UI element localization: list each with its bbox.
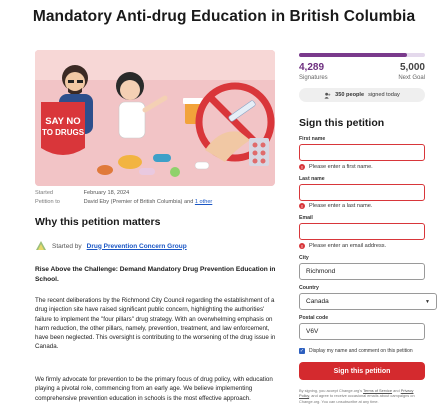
city-field-wrapper xyxy=(299,263,425,280)
fine-print-part-a: By signing, you accept Change.org's xyxy=(299,388,363,393)
page-title: Mandatory Anti-drug Education in British Columbia xyxy=(32,8,416,25)
last-name-label: Last name xyxy=(299,176,325,182)
country-value: Canada xyxy=(306,298,329,305)
sign-text-line1: SAY NO xyxy=(45,116,81,127)
anti-drug-illustration xyxy=(35,50,275,186)
petition-to-value: David Eby (Premier of British Columbia) and xyxy=(83,199,194,205)
sign-text-line2: TO DRUGS xyxy=(41,128,85,137)
email-field-wrapper xyxy=(299,223,425,240)
error-icon: ! xyxy=(299,164,305,170)
chevron-down-icon: ▼ xyxy=(425,298,430,305)
sign-petition-heading: Sign this petition xyxy=(299,117,385,129)
why-petition-matters-heading: Why this petition matters xyxy=(35,216,161,228)
display-name-checkbox-label: Display my name and comment on this petition xyxy=(309,348,413,354)
email-label: Email xyxy=(299,215,313,221)
first-name-error xyxy=(299,164,373,170)
last-name-field-wrapper xyxy=(299,184,425,201)
terms-of-service-link[interactable]: Terms of Service xyxy=(363,388,393,393)
signed-today-count: 350 people xyxy=(335,92,365,98)
privacy-policy-link[interactable]: Privacy Policy xyxy=(299,388,414,399)
petition-to-row xyxy=(35,199,212,205)
city-label: City xyxy=(299,255,309,261)
display-name-checkbox-row[interactable] xyxy=(299,348,413,354)
country-label: Country xyxy=(299,285,319,291)
signature-progress-bar xyxy=(299,53,425,57)
signature-progress-fill xyxy=(299,53,407,57)
last-name-error-text: Please enter a last name. xyxy=(309,203,373,209)
fine-print xyxy=(299,388,425,404)
petition-to-label: Petition to xyxy=(35,199,60,205)
next-goal-label: Next Goal xyxy=(398,75,425,81)
error-icon: ! xyxy=(299,203,305,209)
people-icon xyxy=(324,92,331,99)
city-input[interactable] xyxy=(300,264,424,279)
first-name-field-wrapper xyxy=(299,144,425,161)
fine-print-part-c: , and agree to receive occasional emails about campaigns on Change.org. You can unsubscribe at any time. xyxy=(299,393,415,404)
petition-subheading: Rise Above the Challenge: Demand Mandatory Drug Prevention Education in School. xyxy=(35,266,276,283)
email-error-text: Please enter an email address. xyxy=(309,243,387,249)
error-icon: ! xyxy=(299,243,305,249)
goal-count: 5,000 xyxy=(399,62,425,73)
starter-group-link[interactable]: Drug Prevention Concern Group xyxy=(86,242,187,250)
email-input[interactable] xyxy=(300,224,424,239)
postal-code-field-wrapper xyxy=(299,323,425,340)
email-error xyxy=(299,243,386,249)
started-by-row xyxy=(35,240,187,252)
postal-code-label: Postal code xyxy=(299,315,329,321)
petition-paragraph-2: We firmly advocate for prevention to be the primary focus of drug policy, with education playing a pivotal role, commencing from an early age. We believe implementing comprehensive prevention education in schools is the most effective approach. xyxy=(35,376,273,402)
display-name-checkbox[interactable]: ✓ xyxy=(299,348,305,354)
signatures-label: Signatures xyxy=(299,75,328,81)
signature-count: 4,289 xyxy=(299,62,325,73)
other-decision-makers-link[interactable]: 1 other xyxy=(194,199,213,205)
first-name-label: First name xyxy=(299,136,326,142)
last-name-input[interactable] xyxy=(300,185,424,200)
signed-today-suffix: signed today xyxy=(368,92,400,98)
first-name-error-text: Please enter a first name. xyxy=(309,164,373,170)
started-label: Started xyxy=(35,190,54,196)
petition-paragraph-1: The recent deliberations by the Richmond City Council regarding the establishment of a drug injection site have raised significant public concern, highlighting the authorities' failure to implement the "four pillars" drug strategy. With an overwhelming emphasis on harm reduction, the other pillars, namely, prevention, treatment, and law enforcement, have been neglected. This oversight is contributing to the worsening of the drug issue in Canada. xyxy=(35,297,276,351)
last-name-error xyxy=(299,203,372,209)
group-logo-icon xyxy=(35,240,47,252)
started-row xyxy=(35,190,129,196)
petition-hero-image xyxy=(35,50,275,186)
first-name-input[interactable] xyxy=(300,145,424,160)
started-by-prefix: Started by xyxy=(52,242,82,250)
postal-code-input[interactable] xyxy=(300,324,424,339)
sign-petition-button[interactable]: Sign this petition xyxy=(299,362,425,380)
fine-print-part-b: and xyxy=(393,388,400,393)
country-select[interactable] xyxy=(299,293,437,310)
signed-today-badge xyxy=(299,88,425,102)
started-value: February 18, 2024 xyxy=(83,190,130,196)
